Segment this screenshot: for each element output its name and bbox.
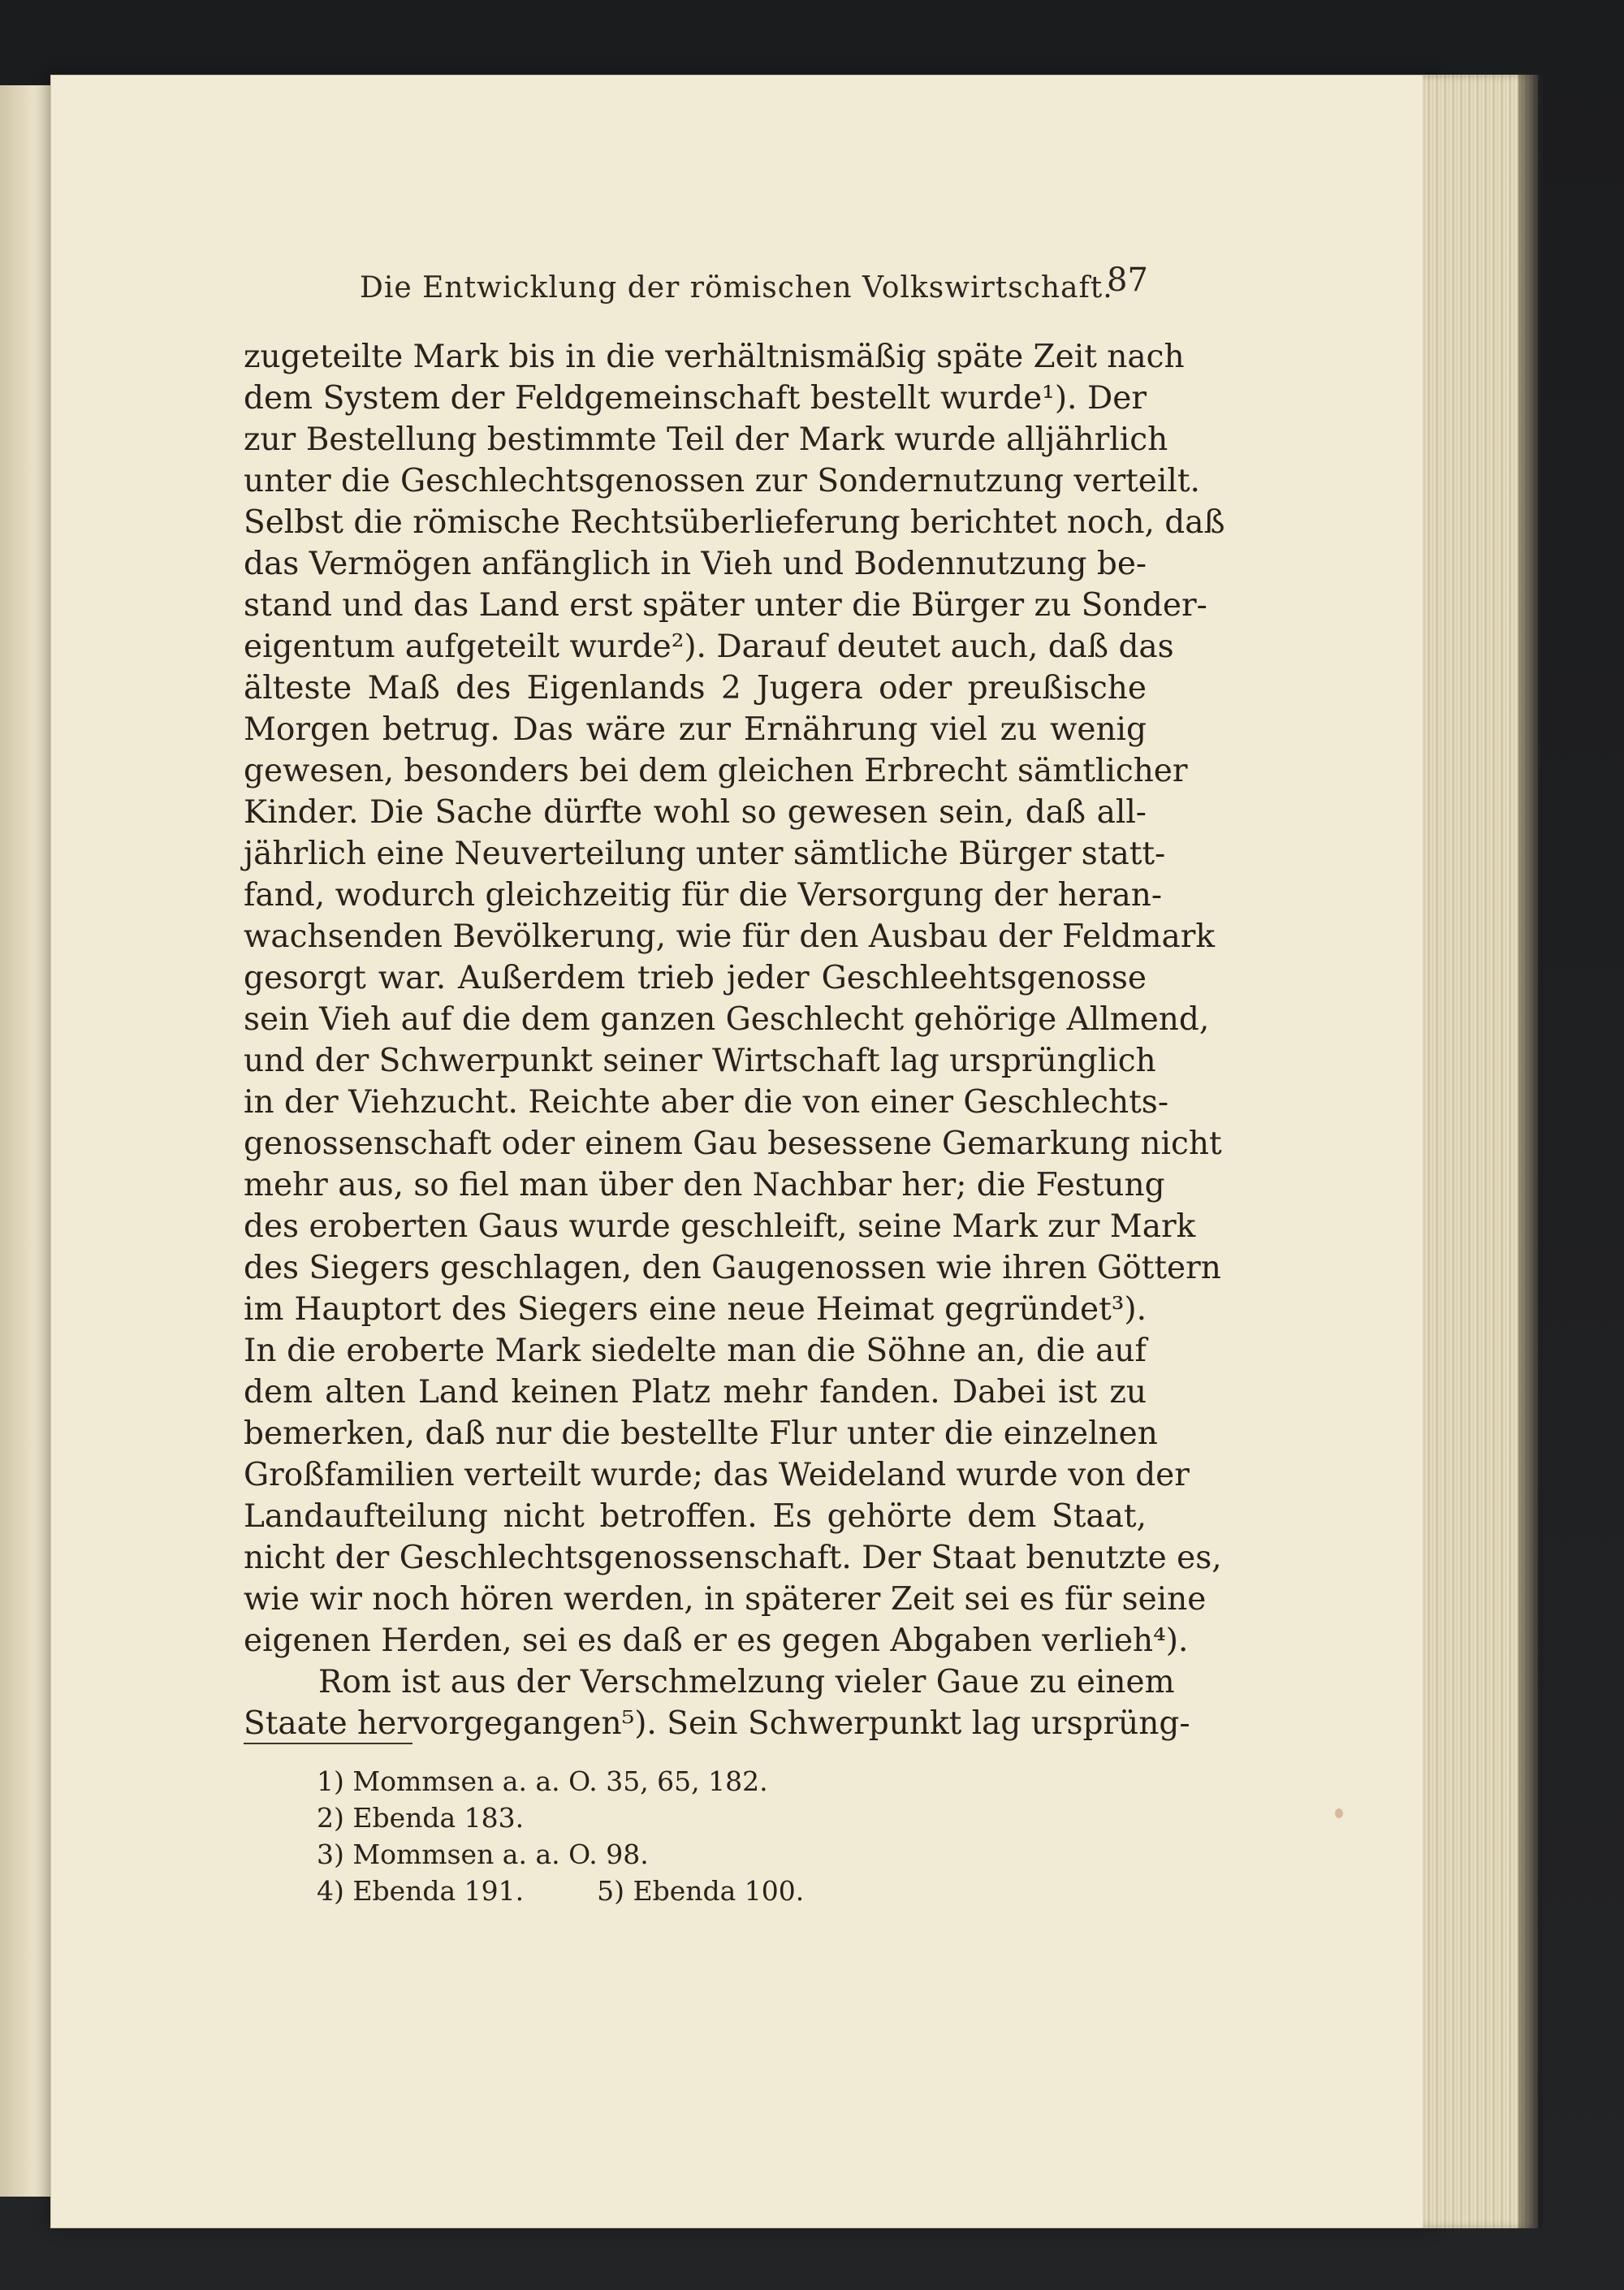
- text-line: unter die Geschlechtsgenossen zur Sondernutzung verteilt.: [244, 463, 1200, 499]
- text-line: wachsenden Bevölkerung, wie für den Ausbau der Feldmark: [244, 918, 1215, 955]
- text-line: sein Vieh auf die dem ganzen Geschlecht gehörige Allmend,: [244, 1001, 1210, 1038]
- text-line: und der Schwerpunkt seiner Wirtschaft lag ursprünglich: [244, 1043, 1156, 1079]
- running-title: Die Entwicklung der römischen Volkswirtschaft.: [360, 271, 1113, 305]
- text-line: eigentum aufgeteilt wurde²). Darauf deutet auch, daß das: [244, 629, 1174, 665]
- text-line: fand, wodurch gleichzeitig für die Versorgung der heran-: [244, 877, 1163, 914]
- text-line: mehr aus, so fiel man über den Nachbar her; die Festung: [244, 1167, 1165, 1203]
- text-line: zur Bestellung bestimmte Teil der Mark wurde alljährlich: [244, 421, 1168, 458]
- footnote-2: 2) Ebenda 183.: [317, 1802, 525, 1834]
- text-line: dem alten Land keinen Platz mehr fanden. Dabei ist zu: [244, 1374, 1147, 1411]
- text-line: bemerken, daß nur die bestellte Flur unter die einzelnen: [244, 1415, 1158, 1452]
- text-line: wie wir noch hören werden, in späterer Zeit sei es für seine: [244, 1581, 1207, 1618]
- text-line: des eroberten Gaus wurde geschleift, seine Mark zur Mark: [244, 1208, 1196, 1245]
- page-number: 87: [1107, 261, 1148, 299]
- text-line: älteste Maß des Eigenlands 2 Jugera oder preußische: [244, 670, 1147, 706]
- text-line: Selbst die römische Rechtsüberlieferung berichtet noch, daß: [244, 504, 1225, 541]
- text-line: das Vermögen anfänglich in Vieh und Bodennutzung be-: [244, 546, 1147, 582]
- text-line: Morgen betrug. Das wäre zur Ernährung viel zu wenig: [244, 711, 1147, 748]
- text-line: eigenen Herden, sei es daß er es gegen Abgaben verlieh⁴).: [244, 1622, 1189, 1659]
- footnote-row: [317, 1873, 804, 1909]
- text-line: nicht der Geschlechtsgenossenschaft. Der Staat benutzte es,: [244, 1540, 1222, 1576]
- footnote-4: 4) Ebenda 191.: [317, 1875, 525, 1907]
- text-line: jährlich eine Neuverteilung unter sämtliche Bürger statt-: [244, 836, 1166, 872]
- footnote-1: 1) Mommsen a. a. O. 35, 65, 182.: [317, 1765, 768, 1797]
- text-line: in der Viehzucht. Reichte aber die von einer Geschlechts-: [244, 1084, 1168, 1121]
- text-line: Kinder. Die Sache dürfte wohl so gewesen sein, daß all-: [244, 794, 1147, 831]
- text-line: gewesen, besonders bei dem gleichen Erbrecht sämtlicher: [244, 753, 1188, 789]
- text-line: stand und das Land erst später unter die Bürger zu Sonder-: [244, 587, 1207, 624]
- footnotes: [317, 1763, 804, 1909]
- footnote-5: 5) Ebenda 100.: [597, 1875, 805, 1907]
- text-line: gesorgt war. Außerdem trieb jeder Geschleehtsgenosse: [244, 960, 1147, 996]
- text-line: Landaufteilung nicht betroffen. Es gehörte dem Staat,: [244, 1498, 1147, 1535]
- text-line: zugeteilte Mark bis in die verhältnismäßig späte Zeit nach: [244, 339, 1185, 375]
- binding-shadow: [1518, 75, 1543, 2228]
- text-line: Großfamilien verteilt wurde; das Weideland wurde von der: [244, 1457, 1190, 1493]
- footnote-rule: [244, 1743, 412, 1744]
- text-line: Staate hervorgegangen⁵). Sein Schwerpunkt lag ursprüng-: [244, 1705, 1190, 1742]
- text-line: im Hauptort des Siegers eine neue Heimat gegründet³).: [244, 1291, 1147, 1328]
- text-line: des Siegers geschlagen, den Gaugenossen wie ihren Göttern: [244, 1250, 1221, 1286]
- paper-stain: [1335, 1808, 1343, 1818]
- text-line: genossenschaft oder einem Gau besessene Gemarkung nicht: [244, 1126, 1222, 1162]
- text-line: dem System der Feldgemeinschaft bestellt wurde¹). Der: [244, 380, 1147, 417]
- main-text: [244, 336, 1225, 1744]
- text-line: Rom ist aus der Verschmelzung vieler Gaue zu einem: [318, 1664, 1175, 1700]
- text-line: In die eroberte Mark siedelte man die Söhne an, die auf: [244, 1333, 1147, 1369]
- footnote-3: 3) Mommsen a. a. O. 98.: [317, 1838, 649, 1870]
